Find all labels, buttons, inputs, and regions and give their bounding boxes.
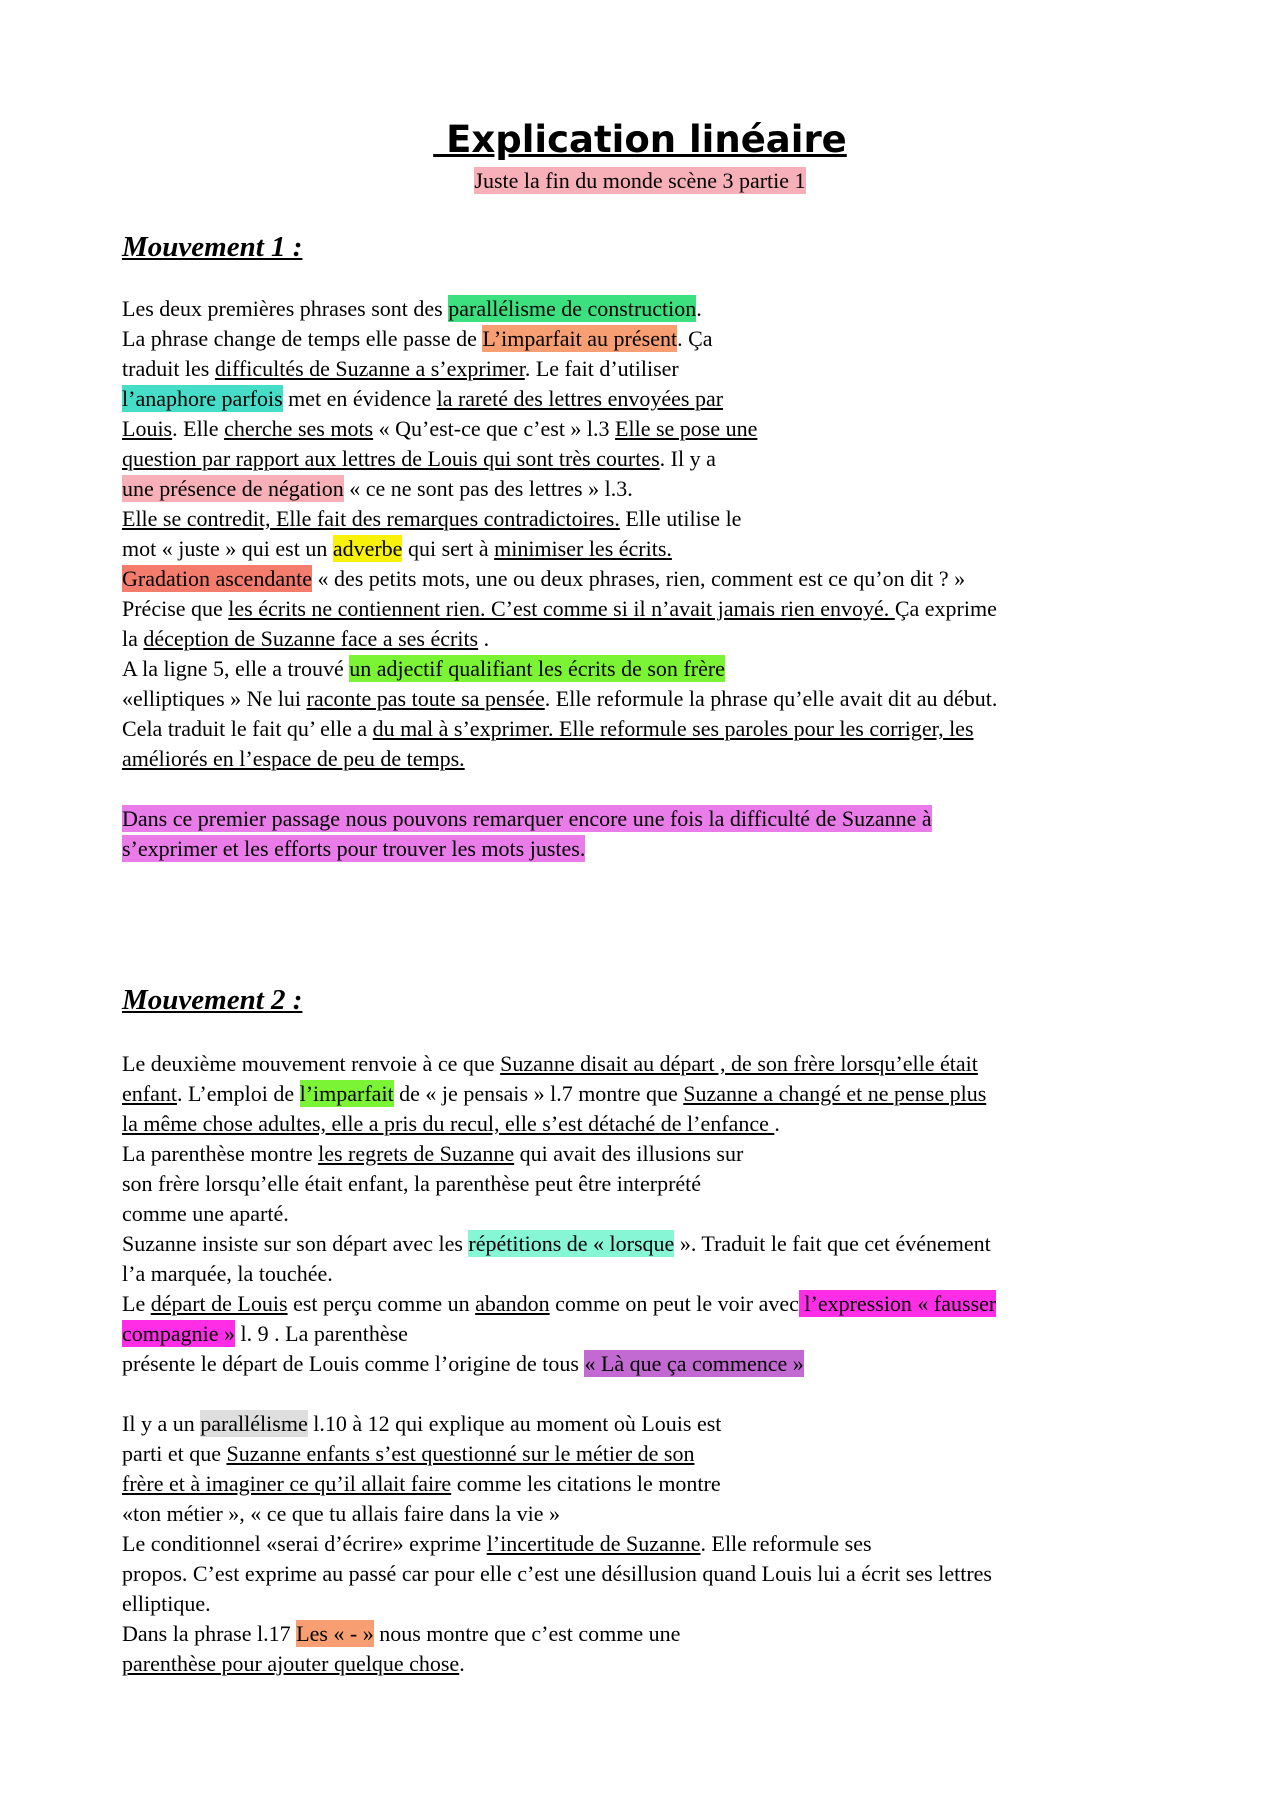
text-line: la même chose adultes, elle a pris du recul, elle s’est détaché de l’enfance . xyxy=(122,1111,780,1136)
highlight-parallelisme-2: parallélisme xyxy=(200,1411,308,1436)
highlight-la-que-ca-commence: « Là que ça commence » xyxy=(584,1351,804,1376)
highlight-conclusion: s’exprimer et les efforts pour trouver les mots justes. xyxy=(122,836,586,861)
highlight-conclusion: Dans ce premier passage nous pouvons remarquer encore une fois la difficulté de Suzanne à xyxy=(122,806,932,831)
heading-mouvement-2: Mouvement 2 : xyxy=(122,984,303,1016)
text-line: Gradation ascendante « des petits mots, une ou deux phrases, rien, comment est ce qu’on dit ? » xyxy=(122,566,966,591)
highlight-fausser-compagnie: l’expression « fausser xyxy=(798,1291,997,1316)
text-line: «ton métier », « ce que tu allais faire dans la vie » xyxy=(122,1501,561,1526)
text-line: Le conditionnel «serai d’écrire» exprime l’incertitude de Suzanne. Elle reformule ses xyxy=(122,1531,872,1556)
mouvement-2-body xyxy=(122,1049,1172,1679)
highlight-repetitions: répétitions de « lorsque xyxy=(468,1231,675,1256)
text-line: Le deuxième mouvement renvoie à ce que Suzanne disait au départ , de son frère lorsqu’elle était xyxy=(122,1051,978,1076)
text-line: présente le départ de Louis comme l’origine de tous « Là que ça commence » xyxy=(122,1351,804,1376)
conclusion-line xyxy=(122,804,1172,834)
text-line: parenthèse pour ajouter quelque chose. xyxy=(122,1651,465,1676)
text-line: question par rapport aux lettres de Louis qui sont très courtes. Il y a xyxy=(122,446,716,471)
text-line: une présence de négation « ce ne sont pas des lettres » l.3. xyxy=(122,476,633,501)
highlight-adverbe: adverbe xyxy=(332,536,403,561)
heading-mouvement-1: Mouvement 1 : xyxy=(122,231,303,263)
highlight-parallelisme: parallélisme de construction xyxy=(448,296,697,321)
document-title: Explication linéaire xyxy=(433,118,847,161)
conclusion-line xyxy=(122,834,1172,864)
text-line: «elliptiques » Ne lui raconte pas toute sa pensée. Elle reformule la phrase qu’elle avait dit au début. xyxy=(122,686,998,711)
text-line: A la ligne 5, elle a trouvé un adjectif qualifiant les écrits de son frère xyxy=(122,656,725,681)
text-line: parti et que Suzanne enfants s’est questionné sur le métier de son xyxy=(122,1441,695,1466)
text-line: comme une aparté. xyxy=(122,1201,289,1226)
text-line: l’anaphore parfois met en évidence la rareté des lettres envoyées par xyxy=(122,386,724,411)
text-line: compagnie » l. 9 . La parenthèse xyxy=(122,1321,408,1346)
text-line: Précise que les écrits ne contiennent rien. C’est comme si il n’avait jamais rien envoyé. Ça exprime xyxy=(122,596,997,621)
text-line: Louis. Elle cherche ses mots « Qu’est-ce que c’est » l.3 Elle se pose une xyxy=(122,416,758,441)
text-line: traduit les difficultés de Suzanne a s’exprimer. Le fait d’utiliser xyxy=(122,356,679,381)
document-subtitle: Juste la fin du monde scène 3 partie 1 xyxy=(474,168,806,193)
subtitle-row xyxy=(0,166,1280,196)
text-line: Elle se contredit, Elle fait des remarques contradictoires. Elle utilise le xyxy=(122,506,742,531)
text-line: propos. C’est exprime au passé car pour elle c’est une désillusion quand Louis lui a écrit ses lettres xyxy=(122,1561,992,1586)
highlight-imparfait-present: L’imparfait au présent xyxy=(482,326,678,351)
highlight-imparfait: l’imparfait xyxy=(299,1081,394,1106)
text-line: Suzanne insiste sur son départ avec les répétitions de « lorsque ». Traduit le fait que cet événement xyxy=(122,1231,991,1256)
highlight-negation: une présence de négation xyxy=(122,476,344,501)
text-line: elliptique. xyxy=(122,1591,211,1616)
highlight-adjectif: un adjectif qualifiant les écrits de son frère xyxy=(349,656,725,681)
text-line: Il y a un parallélisme l.10 à 12 qui explique au moment où Louis est xyxy=(122,1411,722,1436)
text-line: enfant. L’emploi de l’imparfait de « je pensais » l.7 montre que Suzanne a changé et ne pense plus xyxy=(122,1081,987,1106)
highlight-gradation: Gradation ascendante xyxy=(122,566,312,591)
text-line: l’a marquée, la touchée. xyxy=(122,1261,333,1286)
text-line: la déception de Suzanne face a ses écrits . xyxy=(122,626,490,651)
highlight-anaphore: l’anaphore parfois xyxy=(122,386,283,411)
text-line: améliorés en l’espace de peu de temps. xyxy=(122,746,465,771)
highlight-tirets: Les « - » xyxy=(296,1621,374,1646)
text-line: Les deux premières phrases sont des parallélisme de construction. xyxy=(122,296,702,321)
text-line: La parenthèse montre les regrets de Suzanne qui avait des illusions sur xyxy=(122,1141,744,1166)
text-line: frère et à imaginer ce qu’il allait faire comme les citations le montre xyxy=(122,1471,721,1496)
text-line: Dans la phrase l.17 Les « - » nous montre que c’est comme une xyxy=(122,1621,681,1646)
text-line: mot « juste » qui est un adverbe qui sert à minimiser les écrits. xyxy=(122,536,672,561)
highlight-fausser-compagnie: compagnie » xyxy=(122,1321,236,1346)
text-line: La phrase change de temps elle passe de L’imparfait au présent. Ça xyxy=(122,326,713,351)
text-line: Le départ de Louis est perçu comme un abandon comme on peut le voir avec l’expression « fausser xyxy=(122,1291,997,1316)
text-line: Cela traduit le fait qu’ elle a du mal à s’exprimer. Elle reformule ses paroles pour les corriger, les xyxy=(122,716,974,741)
text-line: son frère lorsqu’elle était enfant, la parenthèse peut être interprété xyxy=(122,1171,702,1196)
mouvement-1-body xyxy=(122,294,1172,864)
